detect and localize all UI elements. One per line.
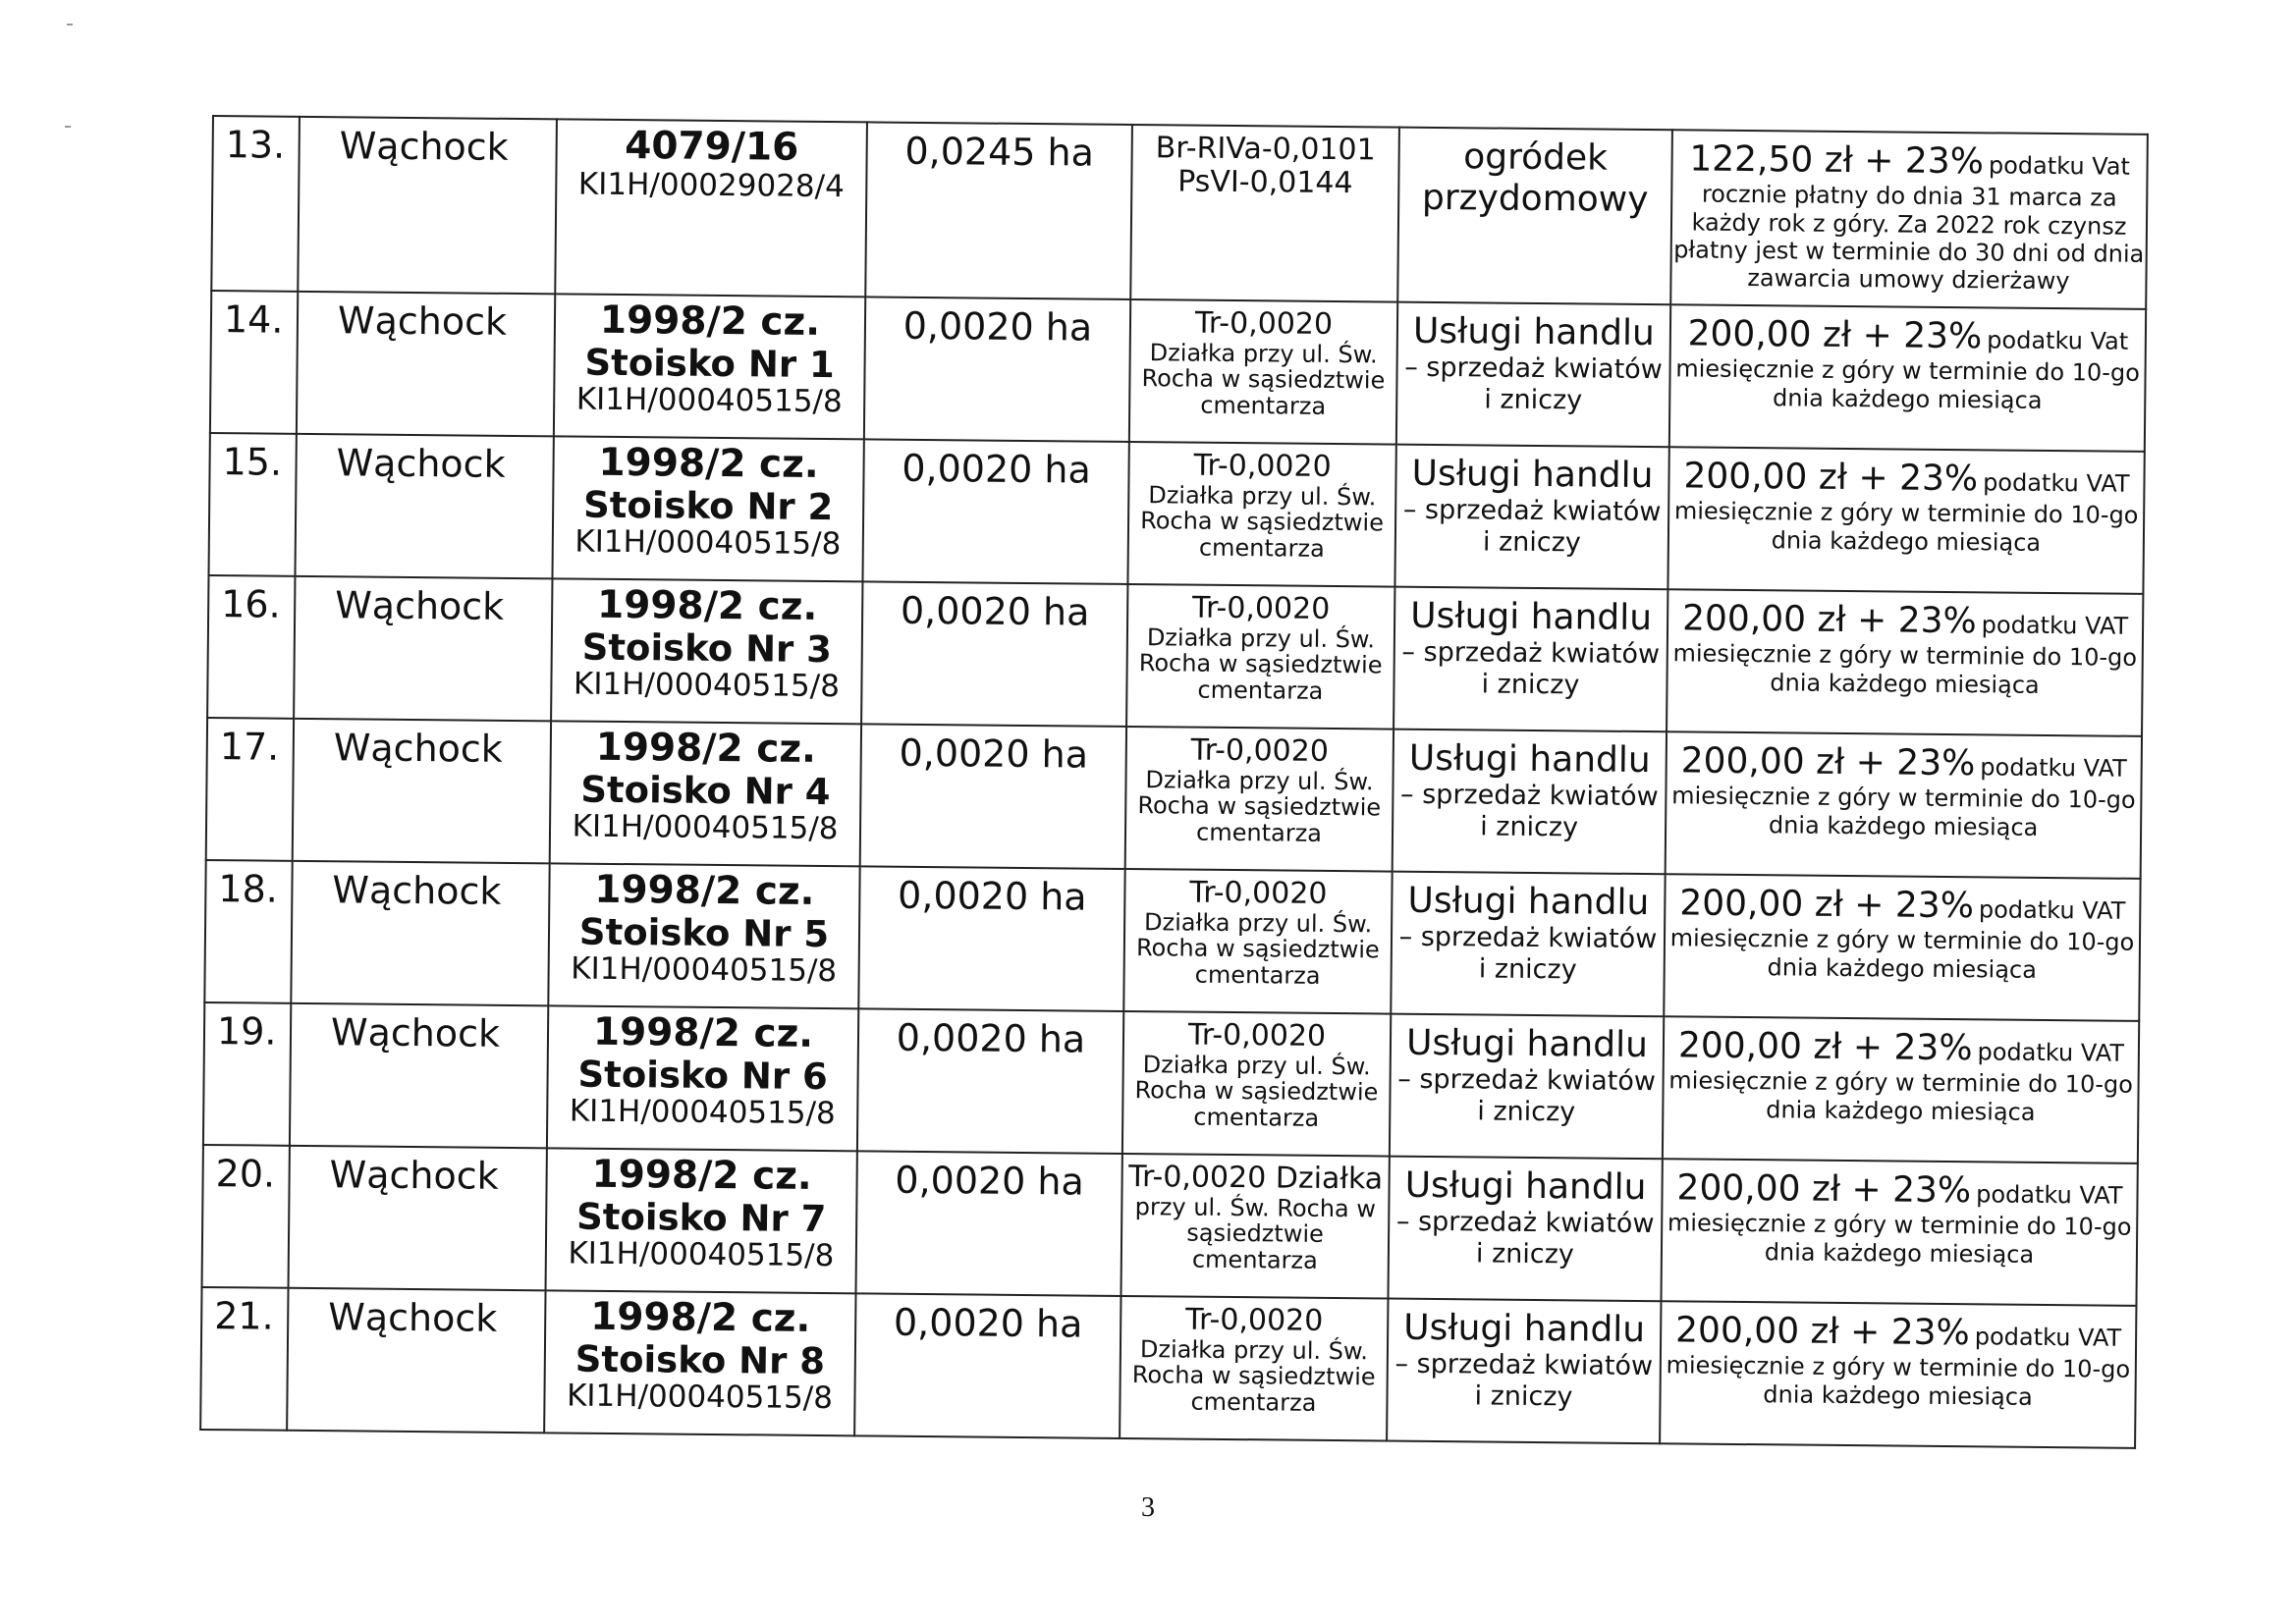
land-register-number: KI1H/00040515/8 bbox=[573, 666, 841, 705]
land-class-description: przy ul. Św. Rocha w sąsiedztwie cmentarza bbox=[1134, 1192, 1377, 1275]
plot-area: 0,0020 ha bbox=[897, 873, 1087, 919]
cell-classification bbox=[1123, 869, 1392, 1014]
cell-area bbox=[862, 439, 1128, 584]
cell-area bbox=[854, 1293, 1121, 1438]
purpose-detail: przydomowy bbox=[1421, 178, 1649, 221]
row-number: 13. bbox=[225, 123, 286, 167]
rent-terms: rocznie płatny do dnia 31 marca za każdy rok z góry. Za 2022 rok czynsz płatny jest w terminie do 30 dni od dnia zawarcia umowy dzierżawy bbox=[1673, 181, 2145, 296]
purpose-detail: – sprzedaż kwiatów i zniczy bbox=[1399, 780, 1659, 843]
cell-classification bbox=[1129, 299, 1397, 445]
cell-location bbox=[297, 292, 555, 437]
purpose-title: Usługi handlu bbox=[1410, 595, 1653, 639]
land-class-description: PsVI-0,0144 bbox=[1177, 164, 1353, 200]
cell-classification bbox=[1121, 1154, 1389, 1299]
land-class-code: Tr-0,0020 bbox=[1189, 875, 1328, 911]
stall-number: Stoisko Nr 7 bbox=[575, 1195, 827, 1240]
land-class-description: Działka przy ul. Św. Rocha w sąsiedztwie cmentarza bbox=[1140, 480, 1385, 564]
rent-tax: podatku VAT bbox=[1980, 753, 2127, 783]
cell-plot bbox=[555, 119, 867, 297]
land-class-description: Działka przy ul. Św. Rocha w sąsiedztwie cmentarza bbox=[1138, 622, 1383, 706]
cell-rent bbox=[1667, 447, 2144, 594]
land-class-description: Działka przy ul. Św. Rocha w sąsiedztwie cmentarza bbox=[1134, 1050, 1379, 1133]
rent-amount: 200,00 zł + 23% bbox=[1683, 456, 1979, 500]
land-class-description: Działka przy ul. Św. Rocha w sąsiedztwie cmentarza bbox=[1141, 338, 1386, 421]
stall-number: Stoisko Nr 5 bbox=[578, 910, 830, 955]
cell-location bbox=[291, 861, 549, 1006]
plot-area: 0,0020 ha bbox=[900, 588, 1090, 634]
cell-classification bbox=[1130, 125, 1399, 302]
cell-purpose bbox=[1397, 128, 1672, 305]
cell-plot bbox=[552, 436, 863, 581]
land-register-number: KI1H/00040515/8 bbox=[568, 1235, 835, 1274]
cell-plot bbox=[554, 294, 865, 439]
plot-area: 0,0020 ha bbox=[895, 1158, 1085, 1204]
table-row bbox=[208, 433, 2144, 594]
cell-purpose bbox=[1393, 730, 1667, 875]
cell-number bbox=[203, 1002, 291, 1146]
plot-area: 0,0020 ha bbox=[896, 1015, 1086, 1061]
cell-location bbox=[290, 1003, 548, 1149]
land-register-number: KI1H/00040515/8 bbox=[575, 381, 843, 420]
row-number: 16. bbox=[221, 582, 281, 626]
cell-classification bbox=[1126, 584, 1394, 730]
cell-location bbox=[289, 1146, 547, 1291]
cell-plot bbox=[548, 863, 859, 1008]
location: Wąchock bbox=[328, 1295, 498, 1340]
location: Wąchock bbox=[335, 583, 505, 628]
cell-plot bbox=[546, 1148, 857, 1293]
cell-plot bbox=[547, 1005, 858, 1151]
cell-rent bbox=[1670, 130, 2148, 309]
purpose-detail: – sprzedaż kwiatów i zniczy bbox=[1404, 352, 1664, 416]
land-register-number: KI1H/00029028/4 bbox=[577, 166, 845, 204]
stall-number: Stoisko Nr 2 bbox=[582, 483, 834, 528]
plot-number: 1998/2 cz. bbox=[591, 1152, 812, 1199]
cell-number bbox=[210, 291, 298, 434]
table-body bbox=[200, 116, 2148, 1448]
location: Wąchock bbox=[329, 1153, 499, 1198]
land-register-number: KI1H/00040515/8 bbox=[566, 1378, 834, 1417]
cell-rent bbox=[1661, 1159, 2137, 1306]
rent-amount: 200,00 zł + 23% bbox=[1681, 598, 1977, 642]
plot-number: 1998/2 cz. bbox=[598, 440, 819, 487]
cell-area bbox=[861, 581, 1127, 727]
land-class-code: Tr-0,0020 bbox=[1191, 590, 1331, 626]
table-row bbox=[204, 860, 2140, 1021]
purpose-title: ogródek bbox=[1463, 136, 1609, 179]
cell-purpose bbox=[1387, 1299, 1661, 1444]
purpose-title: Usługi handlu bbox=[1405, 1022, 1649, 1066]
plot-area: 0,0020 ha bbox=[899, 730, 1089, 777]
cell-area bbox=[864, 297, 1130, 442]
plot-number: 1998/2 cz. bbox=[596, 582, 818, 629]
cell-number bbox=[200, 1287, 288, 1431]
cell-purpose bbox=[1391, 872, 1665, 1017]
cell-classification bbox=[1120, 1296, 1388, 1441]
table-row bbox=[200, 1287, 2136, 1448]
cell-rent bbox=[1666, 731, 2142, 879]
land-class-description: Działka przy ul. Św. Rocha w sąsiedztwie cmentarza bbox=[1135, 907, 1380, 991]
location: Wąchock bbox=[336, 441, 506, 486]
rent-terms: miesięcznie z góry w terminie do 10-go dnia każdego miesiąca bbox=[1669, 924, 2135, 984]
cell-number bbox=[204, 860, 292, 1003]
land-class-description: Działka przy ul. Św. Rocha w sąsiedztwie cmentarza bbox=[1137, 765, 1382, 848]
cell-classification bbox=[1122, 1011, 1391, 1157]
rent-amount: 122,50 zł + 23% bbox=[1689, 138, 1985, 183]
row-number: 20. bbox=[215, 1152, 276, 1196]
purpose-detail: – sprzedaż kwiatów i zniczy bbox=[1401, 637, 1661, 701]
table-row bbox=[210, 291, 2146, 452]
location: Wąchock bbox=[330, 1010, 501, 1055]
cell-rent bbox=[1669, 304, 2146, 452]
row-number: 21. bbox=[214, 1294, 274, 1338]
land-class-description: Działka przy ul. Św. Rocha w sąsiedztwie cmentarza bbox=[1131, 1334, 1376, 1418]
plot-number: 1998/2 cz. bbox=[594, 867, 815, 914]
plot-number: 1998/2 cz. bbox=[595, 725, 817, 772]
scan-speck bbox=[65, 126, 71, 128]
purpose-detail: – sprzedaż kwiatów i zniczy bbox=[1397, 1064, 1657, 1128]
rent-amount: 200,00 zł + 23% bbox=[1676, 1167, 1972, 1212]
cell-area bbox=[860, 724, 1126, 869]
stall-number: Stoisko Nr 1 bbox=[584, 341, 835, 386]
purpose-detail: – sprzedaż kwiatów i zniczy bbox=[1394, 1349, 1654, 1413]
purpose-title: Usługi handlu bbox=[1411, 453, 1654, 497]
land-register-number: KI1H/00040515/8 bbox=[571, 950, 838, 990]
purpose-detail: – sprzedaż kwiatów i zniczy bbox=[1402, 495, 1662, 559]
row-number: 19. bbox=[216, 1009, 277, 1054]
cell-plot bbox=[544, 1290, 855, 1435]
purpose-title: Usługi handlu bbox=[1403, 1307, 1646, 1351]
cell-location bbox=[298, 117, 557, 295]
row-number: 17. bbox=[219, 725, 280, 769]
land-class-code: Tr-0,0020 Działka bbox=[1127, 1160, 1384, 1197]
cell-purpose bbox=[1394, 445, 1668, 590]
cell-location bbox=[293, 719, 551, 864]
plot-area: 0,0020 ha bbox=[893, 1300, 1083, 1346]
plot-area: 0,0020 ha bbox=[902, 303, 1093, 350]
purpose-title: Usługi handlu bbox=[1408, 737, 1651, 782]
cell-classification bbox=[1125, 727, 1394, 872]
rent-terms: miesięcznie z góry w terminie do 10-go dnia każdego miesiąca bbox=[1675, 354, 2140, 414]
stall-number: Stoisko Nr 6 bbox=[577, 1053, 828, 1098]
rent-terms: miesięcznie z góry w terminie do 10-go dnia każdego miesiąca bbox=[1667, 1209, 2132, 1269]
rent-terms: miesięcznie z góry w terminie do 10-go dnia każdego miesiąca bbox=[1668, 1066, 2134, 1126]
cell-purpose bbox=[1388, 1157, 1662, 1302]
cell-rent bbox=[1663, 1016, 2139, 1163]
cell-location bbox=[287, 1288, 545, 1434]
land-class-code: Tr-0,0020 bbox=[1194, 305, 1334, 342]
stall-number: Stoisko Nr 4 bbox=[580, 768, 831, 813]
cell-number bbox=[211, 116, 300, 292]
table-row bbox=[206, 718, 2142, 879]
cell-purpose bbox=[1390, 1014, 1664, 1160]
lease-table bbox=[199, 115, 2149, 1449]
plot-number: 1998/2 cz. bbox=[589, 1294, 811, 1341]
cell-area bbox=[865, 122, 1132, 299]
row-number: 14. bbox=[223, 298, 284, 342]
location: Wąchock bbox=[333, 726, 504, 771]
cell-plot bbox=[551, 578, 862, 724]
land-class-code: Tr-0,0020 bbox=[1185, 1302, 1324, 1338]
purpose-title: Usługi handlu bbox=[1407, 880, 1650, 924]
rent-terms: miesięcznie z góry w terminie do 10-go dnia każdego miesiąca bbox=[1673, 497, 2139, 557]
rent-amount: 200,00 zł + 23% bbox=[1679, 883, 1975, 927]
cell-location bbox=[294, 576, 552, 722]
rent-tax: podatku VAT bbox=[1981, 611, 2129, 640]
purpose-detail: – sprzedaż kwiatów i zniczy bbox=[1398, 922, 1658, 986]
land-class-code: Tr-0,0020 bbox=[1187, 1017, 1327, 1054]
plot-area: 0,0245 ha bbox=[904, 129, 1095, 175]
cell-rent bbox=[1664, 874, 2140, 1021]
rent-tax: podatku VAT bbox=[1983, 468, 2130, 498]
cell-number bbox=[208, 433, 296, 576]
location: Wąchock bbox=[339, 124, 509, 169]
row-number: 15. bbox=[222, 440, 283, 484]
rent-tax: podatku Vat bbox=[1987, 326, 2129, 355]
rent-amount: 200,00 zł + 23% bbox=[1677, 1025, 1973, 1069]
rent-terms: miesięcznie z góry w terminie do 10-go dnia każdego miesiąca bbox=[1666, 1351, 2131, 1411]
page-number: 3 bbox=[1141, 1492, 1155, 1523]
rent-tax: podatku Vat bbox=[1988, 151, 2131, 181]
cell-location bbox=[295, 434, 553, 579]
land-register-number: KI1H/00040515/8 bbox=[569, 1093, 836, 1132]
rent-tax: podatku VAT bbox=[1977, 1038, 2125, 1067]
rent-tax: podatku VAT bbox=[1976, 1180, 2123, 1210]
cell-area bbox=[857, 1008, 1123, 1154]
cell-number bbox=[207, 575, 295, 719]
rent-amount: 200,00 zł + 23% bbox=[1674, 1310, 1970, 1354]
land-register-number: KI1H/00040515/8 bbox=[574, 523, 842, 563]
purpose-title: Usługi handlu bbox=[1404, 1164, 1647, 1209]
location: Wąchock bbox=[337, 298, 508, 344]
land-register-number: KI1H/00040515/8 bbox=[572, 808, 839, 847]
cell-number bbox=[206, 718, 294, 861]
cell-purpose bbox=[1394, 587, 1667, 732]
table-row bbox=[202, 1145, 2138, 1306]
land-class-code: Tr-0,0020 bbox=[1193, 448, 1332, 484]
stall-number: Stoisko Nr 3 bbox=[581, 625, 833, 671]
scan-speck bbox=[67, 24, 73, 26]
plot-number: 1998/2 cz. bbox=[592, 1009, 814, 1056]
table-row bbox=[207, 575, 2143, 736]
table-row bbox=[211, 116, 2148, 309]
rent-terms: miesięcznie z góry w terminie do 10-go dnia każdego miesiąca bbox=[1672, 639, 2138, 699]
cell-classification bbox=[1127, 442, 1395, 587]
rent-tax: podatku VAT bbox=[1978, 895, 2126, 925]
cell-area bbox=[858, 866, 1124, 1011]
plot-number: 1998/2 cz. bbox=[599, 298, 821, 345]
land-class-code: Tr-0,0020 bbox=[1190, 732, 1330, 769]
row-number: 18. bbox=[218, 867, 279, 911]
cell-number bbox=[202, 1145, 290, 1288]
table-row bbox=[203, 1002, 2139, 1163]
cell-rent bbox=[1667, 589, 2143, 736]
plot-number: 4079/16 bbox=[624, 124, 799, 170]
cell-area bbox=[856, 1151, 1122, 1296]
rent-amount: 200,00 zł + 23% bbox=[1680, 740, 1976, 784]
cell-plot bbox=[550, 721, 861, 866]
cell-rent bbox=[1660, 1301, 2136, 1448]
purpose-title: Usługi handlu bbox=[1412, 310, 1656, 354]
stall-number: Stoisko Nr 8 bbox=[574, 1337, 826, 1382]
cell-purpose bbox=[1396, 302, 1670, 448]
rent-tax: podatku VAT bbox=[1974, 1323, 2122, 1352]
rent-terms: miesięcznie z góry w terminie do 10-go dnia każdego miesiąca bbox=[1671, 782, 2136, 841]
land-class-code: Br-RIVa-0,0101 bbox=[1155, 131, 1376, 168]
purpose-detail: – sprzedaż kwiatów i zniczy bbox=[1395, 1207, 1655, 1271]
location: Wąchock bbox=[332, 868, 502, 913]
rent-amount: 200,00 zł + 23% bbox=[1687, 313, 1983, 357]
plot-area: 0,0020 ha bbox=[902, 446, 1091, 492]
